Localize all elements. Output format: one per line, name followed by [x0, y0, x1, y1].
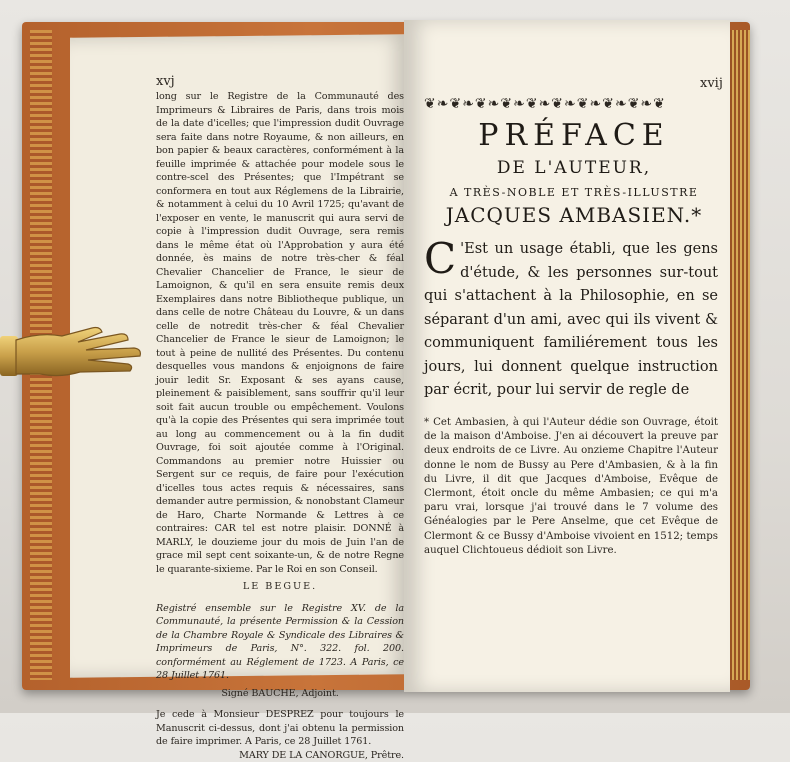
privilege-signature: LE BEGUE.: [156, 580, 404, 594]
page-edges-right: [728, 30, 750, 680]
ornament-band: ❦❧❦❧❦❧❦❧❦❧❦❧❦❧❦❧❦❧❦: [424, 96, 724, 114]
preface-intro-text: 'Est un usage établi, que les gens d'étude, & les personnes sur-tout qui s'attachent à la Philosophie, en se séparant d'un ami, avec qui ils vivent & communiquent familiérement tous les jours, lui donnent quelque instruction par écrit, pour lui servir de regle de: [424, 241, 718, 398]
registration-text: Registré ensemble sur le Registre XV. de la Communauté, la présente Permission & la Cession de la Chambre Royale & Syndicale des Libraires & Imprimeurs de Paris, N°. 322. fol. 200. conformément au Réglement de 1723. A Paris, ce 28 Juillet 1761.: [156, 602, 404, 683]
preface-dedication: A TRÈS-NOBLE ET TRÈS-ILLUSTRE: [424, 186, 724, 199]
privilege-text: long sur le Registre de la Communauté des Imprimeurs & Libraires de Paris, dans trois mois de la date d'icelles; que l'impression dudit Ouvrage sera faite dans notre Royaume, & non ailleurs, en bon papier & beaux caractères, conformément à la feuille imprimée & attachée pour modele sous le contre-scel des Présentes; que l'Impétrant se conformera en tout aux Réglemens de la Librairie, & notamment à celui du 10 Avril 1725; qu'avant de l'exposer en vente, le manuscrit qui aura servi de copie à l'impression dudit Ouvrage, sera remis dans le même état où l'Approbation y aura été donnée, ès mains de notre très-cher & féal Chevalier Chancelier de France, le sieur de Lamoignon, & qu'il en sera ensuite remis deux Exemplaires dans notre Bibliotheque publique, un dans celle de notre Château du Louvre, & un dans celle de notredit très-cher & féal Chevalier Chancelier de France le sieur de Lamoignon; le tout à peine de nullité des Présentes. Du contenu desquelles vous mandons & enjoignons de faire jouir ledit Sr. Exposant & ses ayans cause, pleinement & paisiblement, sans souffrir qu'il leur soit fait aucun trouble ou empêchement. Voulons qu'à la copie des Présentes qui sera imprimée tout au long au commencement ou à la fin dudit Ouvrage, foi soit ajoutée comme à l'Original. Commandons au premier notre Huissier ou Sergent sur ce requis, de faire pour l'exécution d'icelles tous actes requis & nécessaires, sans demander autre permission, & nonobstant Clameur de Haro, Charte Normande & Lettres à ce contraires: CAR tel est notre plaisir. DONNÉ à MARLY, le douzieme jour du mois de Juin l'an de grace mil sept cent soixante-un, & de notre Regne le quarante-sixieme. Par le Roi en son Conseil.: [156, 90, 404, 576]
preface-subtitle: DE L'AUTEUR,: [424, 158, 724, 178]
right-page-number: xvij: [700, 76, 723, 91]
preface-intro: [424, 238, 718, 403]
cession-signature: MARY DE LA CANORGUE, Prêtre.: [156, 749, 404, 762]
registration-signature: Signé BAUCHE, Adjoint.: [156, 687, 404, 701]
left-page-text: [156, 74, 404, 762]
preface-footnote: * Cet Ambasien, à qui l'Auteur dédie son Ouvrage, étoit de la maison d'Amboise. J'en ai découvert la preuve par deux endroits de ce Livre. Au onzieme Chapitre l'Auteur donne le nom de Bussy au Pere d'Ambasien, & à la fin du Livre, il dit que Jacques d'Amboise, Evêque de Clermont, étoit oncle du même Ambasien; ce qui m'a paru vrai, lorsque j'ai trouvé dans le 7 volume des Généalogies par le Pere Anselme, que cet Evêque de Clermont & ce Bussy d'Amboise vivoient en 1512; temps auquel Clichtoueus dédioit son Livre.: [424, 416, 718, 558]
cession-text: Je cede à Monsieur DESPREZ pour toujours le Manuscrit ci-dessus, dont j'ai obtenu la permission de faire imprimer. A Paris, ce 28 Juillet 1761.: [156, 708, 404, 749]
preface-dedicatee: JACQUES AMBASIEN.*: [424, 203, 724, 227]
brass-hand-page-holder: [0, 318, 150, 384]
preface-title: PRÉFACE: [424, 118, 724, 153]
left-page-number: xvj: [156, 74, 175, 89]
drop-cap: C: [424, 240, 456, 278]
